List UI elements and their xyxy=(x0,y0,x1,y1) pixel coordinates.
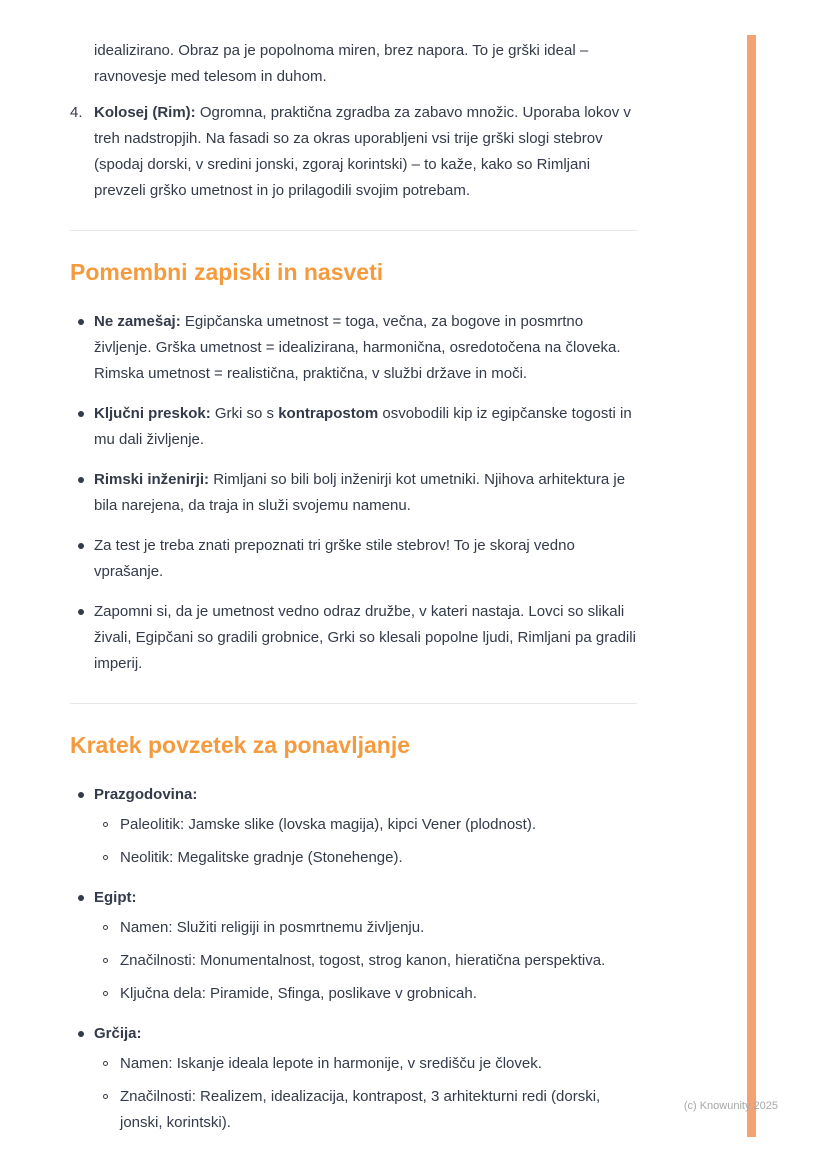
bold-text-run: kontrapostom xyxy=(278,405,379,422)
numbered-item-marker: 4. xyxy=(70,104,83,121)
bullet-icon xyxy=(78,1031,84,1037)
bullet-text xyxy=(94,313,621,382)
sub-bullet-list xyxy=(94,1051,637,1136)
document-content xyxy=(70,38,637,1150)
bold-text-run: Grčija: xyxy=(94,1025,142,1042)
section-heading-notes: Pomembni zapiski in nasveti xyxy=(70,259,384,285)
bullet-text xyxy=(94,405,632,448)
sub-bullet-list-item xyxy=(94,812,637,838)
sub-bullet-text: Ključna dela: Piramide, Sfinga, poslikave v grobnicah. xyxy=(120,985,477,1002)
sub-bullet-icon xyxy=(103,1061,108,1066)
bullet-icon xyxy=(78,319,84,325)
sub-bullet-text: Značilnosti: Realizem, idealizacija, kontrapost, 3 arhitekturni redi (dorski, jonski, korintski). xyxy=(120,1088,601,1131)
bullet-list-item xyxy=(70,1021,637,1136)
sub-bullet-list-item xyxy=(94,948,637,974)
bullet-text xyxy=(94,889,137,906)
section-heading-summary: Kratek povzetek za ponavljanje xyxy=(70,732,411,758)
text-run: Grki so s xyxy=(210,405,279,422)
sub-bullet-text: Namen: Iskanje ideala lepote in harmonije, v središču je človek. xyxy=(120,1055,542,1072)
sub-bullet-list-item xyxy=(94,1051,637,1077)
section-notes xyxy=(70,257,637,677)
sub-bullet-icon xyxy=(103,925,108,930)
bullet-text xyxy=(94,1025,142,1042)
text-run: Rimljani so bili bolj inženirji kot umetniki. Njihova arhitektura je bila narejena, da traja in služi svojemu namenu. xyxy=(94,471,626,514)
bullet-icon xyxy=(78,609,84,615)
sub-bullet-text: Namen: Služiti religiji in posmrtnemu življenju. xyxy=(120,919,425,936)
bullet-list-item xyxy=(70,599,637,677)
bullet-icon xyxy=(78,477,84,483)
numbered-list-item-4 xyxy=(70,100,637,204)
bullet-list-item xyxy=(70,309,637,387)
sub-bullet-list-item xyxy=(94,981,637,1007)
sub-bullet-list-item xyxy=(94,1084,637,1136)
text-run: osvobodili kip iz egipčanske togosti in mu dali življenje. xyxy=(94,405,632,448)
sub-bullet-text: Neolitik: Megalitske gradnje (Stonehenge). xyxy=(120,849,403,866)
notes-bullet-list xyxy=(70,309,637,677)
page-edge-accent-bar xyxy=(747,35,756,1137)
bullet-text xyxy=(94,537,575,580)
sub-bullet-icon xyxy=(103,991,108,996)
bold-text-run: Ključni preskok: xyxy=(94,405,211,422)
text-run: Egipčanska umetnost = toga, večna, za bogove in posmrtno življenje. Grška umetnost = idealizirana, harmonična, osredotočena na človeka. Rimska umetnost = realistična, praktična, v službi države in moči. xyxy=(94,313,621,382)
footer-credit: (c) Knowunity 2025 xyxy=(683,1100,778,1112)
sub-bullet-text: Značilnosti: Monumentalnost, togost, strog kanon, hieratična perspektiva. xyxy=(120,952,606,969)
bullet-icon xyxy=(78,411,84,417)
text-run: Za test je treba znati prepoznati tri grške stile stebrov! To je skoraj vedno vprašanje. xyxy=(94,537,575,580)
bullet-text xyxy=(94,471,625,514)
paragraph-continuation: idealizirano. Obraz pa je popolnoma miren, brez napora. To je grški ideal – ravnovesje med telesom in duhom. xyxy=(94,42,589,85)
summary-bullet-list xyxy=(70,782,637,1136)
section-divider xyxy=(70,230,637,231)
numbered-item-text xyxy=(94,100,637,204)
bullet-text xyxy=(94,786,197,803)
bold-text-run: Kolosej (Rim): xyxy=(94,104,196,121)
sub-bullet-list xyxy=(94,915,637,1007)
bullet-list-item xyxy=(70,885,637,1007)
bold-text-run: Egipt: xyxy=(94,889,137,906)
bold-text-run: Ne zamešaj: xyxy=(94,313,181,330)
bullet-list-item xyxy=(70,467,637,519)
sub-bullet-icon xyxy=(103,1094,108,1099)
bold-text-run: Prazgodovina: xyxy=(94,786,198,803)
sub-bullet-icon xyxy=(103,822,108,827)
bullet-icon xyxy=(78,895,84,901)
bullet-icon xyxy=(78,543,84,549)
section-divider xyxy=(70,703,637,704)
sub-bullet-list-item xyxy=(94,915,637,941)
bold-text-run: Rimski inženirji: xyxy=(94,471,210,488)
bullet-icon xyxy=(78,792,84,798)
text-run: Ogromna, praktična zgradba za zabavo množic. Uporaba lokov v treh nadstropjih. Na fasadi so za okras uporabljeni vsi trije grški slogi stebrov (spodaj dorski, v sredini jonski, zgoraj korintski) – to kaže, kako so Rimljani prevzeli grško umetnost in jo prilagodili svojim potrebam. xyxy=(94,104,631,199)
sub-bullet-list xyxy=(94,812,637,871)
text-run: Zapomni si, da je umetnost vedno odraz družbe, v kateri nastaja. Lovci so slikali živali, Egipčani so gradili grobnice, Grki so klesali popolne ljudi, Rimljani pa gradili imperij. xyxy=(94,603,636,672)
bullet-list-item xyxy=(70,533,637,585)
sub-bullet-text: Paleolitik: Jamske slike (lovska magija), kipci Vener (plodnost). xyxy=(120,816,536,833)
bullet-list-item xyxy=(70,782,637,871)
sub-bullet-icon xyxy=(103,855,108,860)
sub-bullet-icon xyxy=(103,958,108,963)
bullet-list-item xyxy=(70,401,637,453)
section-summary xyxy=(70,730,637,1136)
sub-bullet-list-item xyxy=(94,845,637,871)
bullet-text xyxy=(94,603,636,672)
